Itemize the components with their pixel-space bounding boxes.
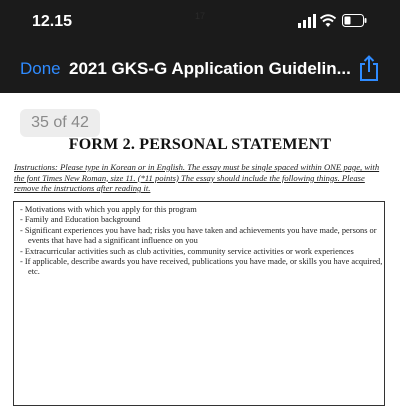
list-item: - If applicable, describe awards you have received, publications you have made, or skills you have acquired, etc.: [18, 257, 384, 278]
wifi-icon: [320, 14, 336, 28]
ghost-page-number: 17: [195, 11, 206, 21]
list-item: - Family and Education background: [18, 215, 384, 225]
top-bar: [0, 0, 400, 93]
status-time: 12.15: [32, 13, 73, 30]
signal-icon: [298, 14, 316, 28]
list-item: - Extracurricular activities such as club activities, community service activities or work experiences: [18, 247, 384, 257]
battery-icon: [342, 14, 367, 27]
instructions-text: Instructions: Please type in Korean or in English. The essay must be single spaced within ONE page, with the font Times New Roman, size 11. (*11 points) The essay should include the following things. Please remove the instructions after reading it.: [14, 162, 380, 194]
share-icon[interactable]: [358, 55, 380, 81]
statement-box[interactable]: [13, 201, 385, 406]
page-indicator: 35 of 42: [20, 109, 100, 137]
list-item: - Motivations with which you apply for this program: [18, 205, 384, 215]
done-button[interactable]: Done: [20, 59, 61, 78]
statement-items: [14, 202, 384, 278]
document-title: 2021 GKS-G Application Guidelin...: [69, 59, 351, 78]
list-item: - Significant experiences you have had; risks you have taken and achievements you have made, persons or events that have had a significant influence on you: [18, 226, 384, 247]
form-heading: FORM 2. PERSONAL STATEMENT: [68, 136, 332, 153]
